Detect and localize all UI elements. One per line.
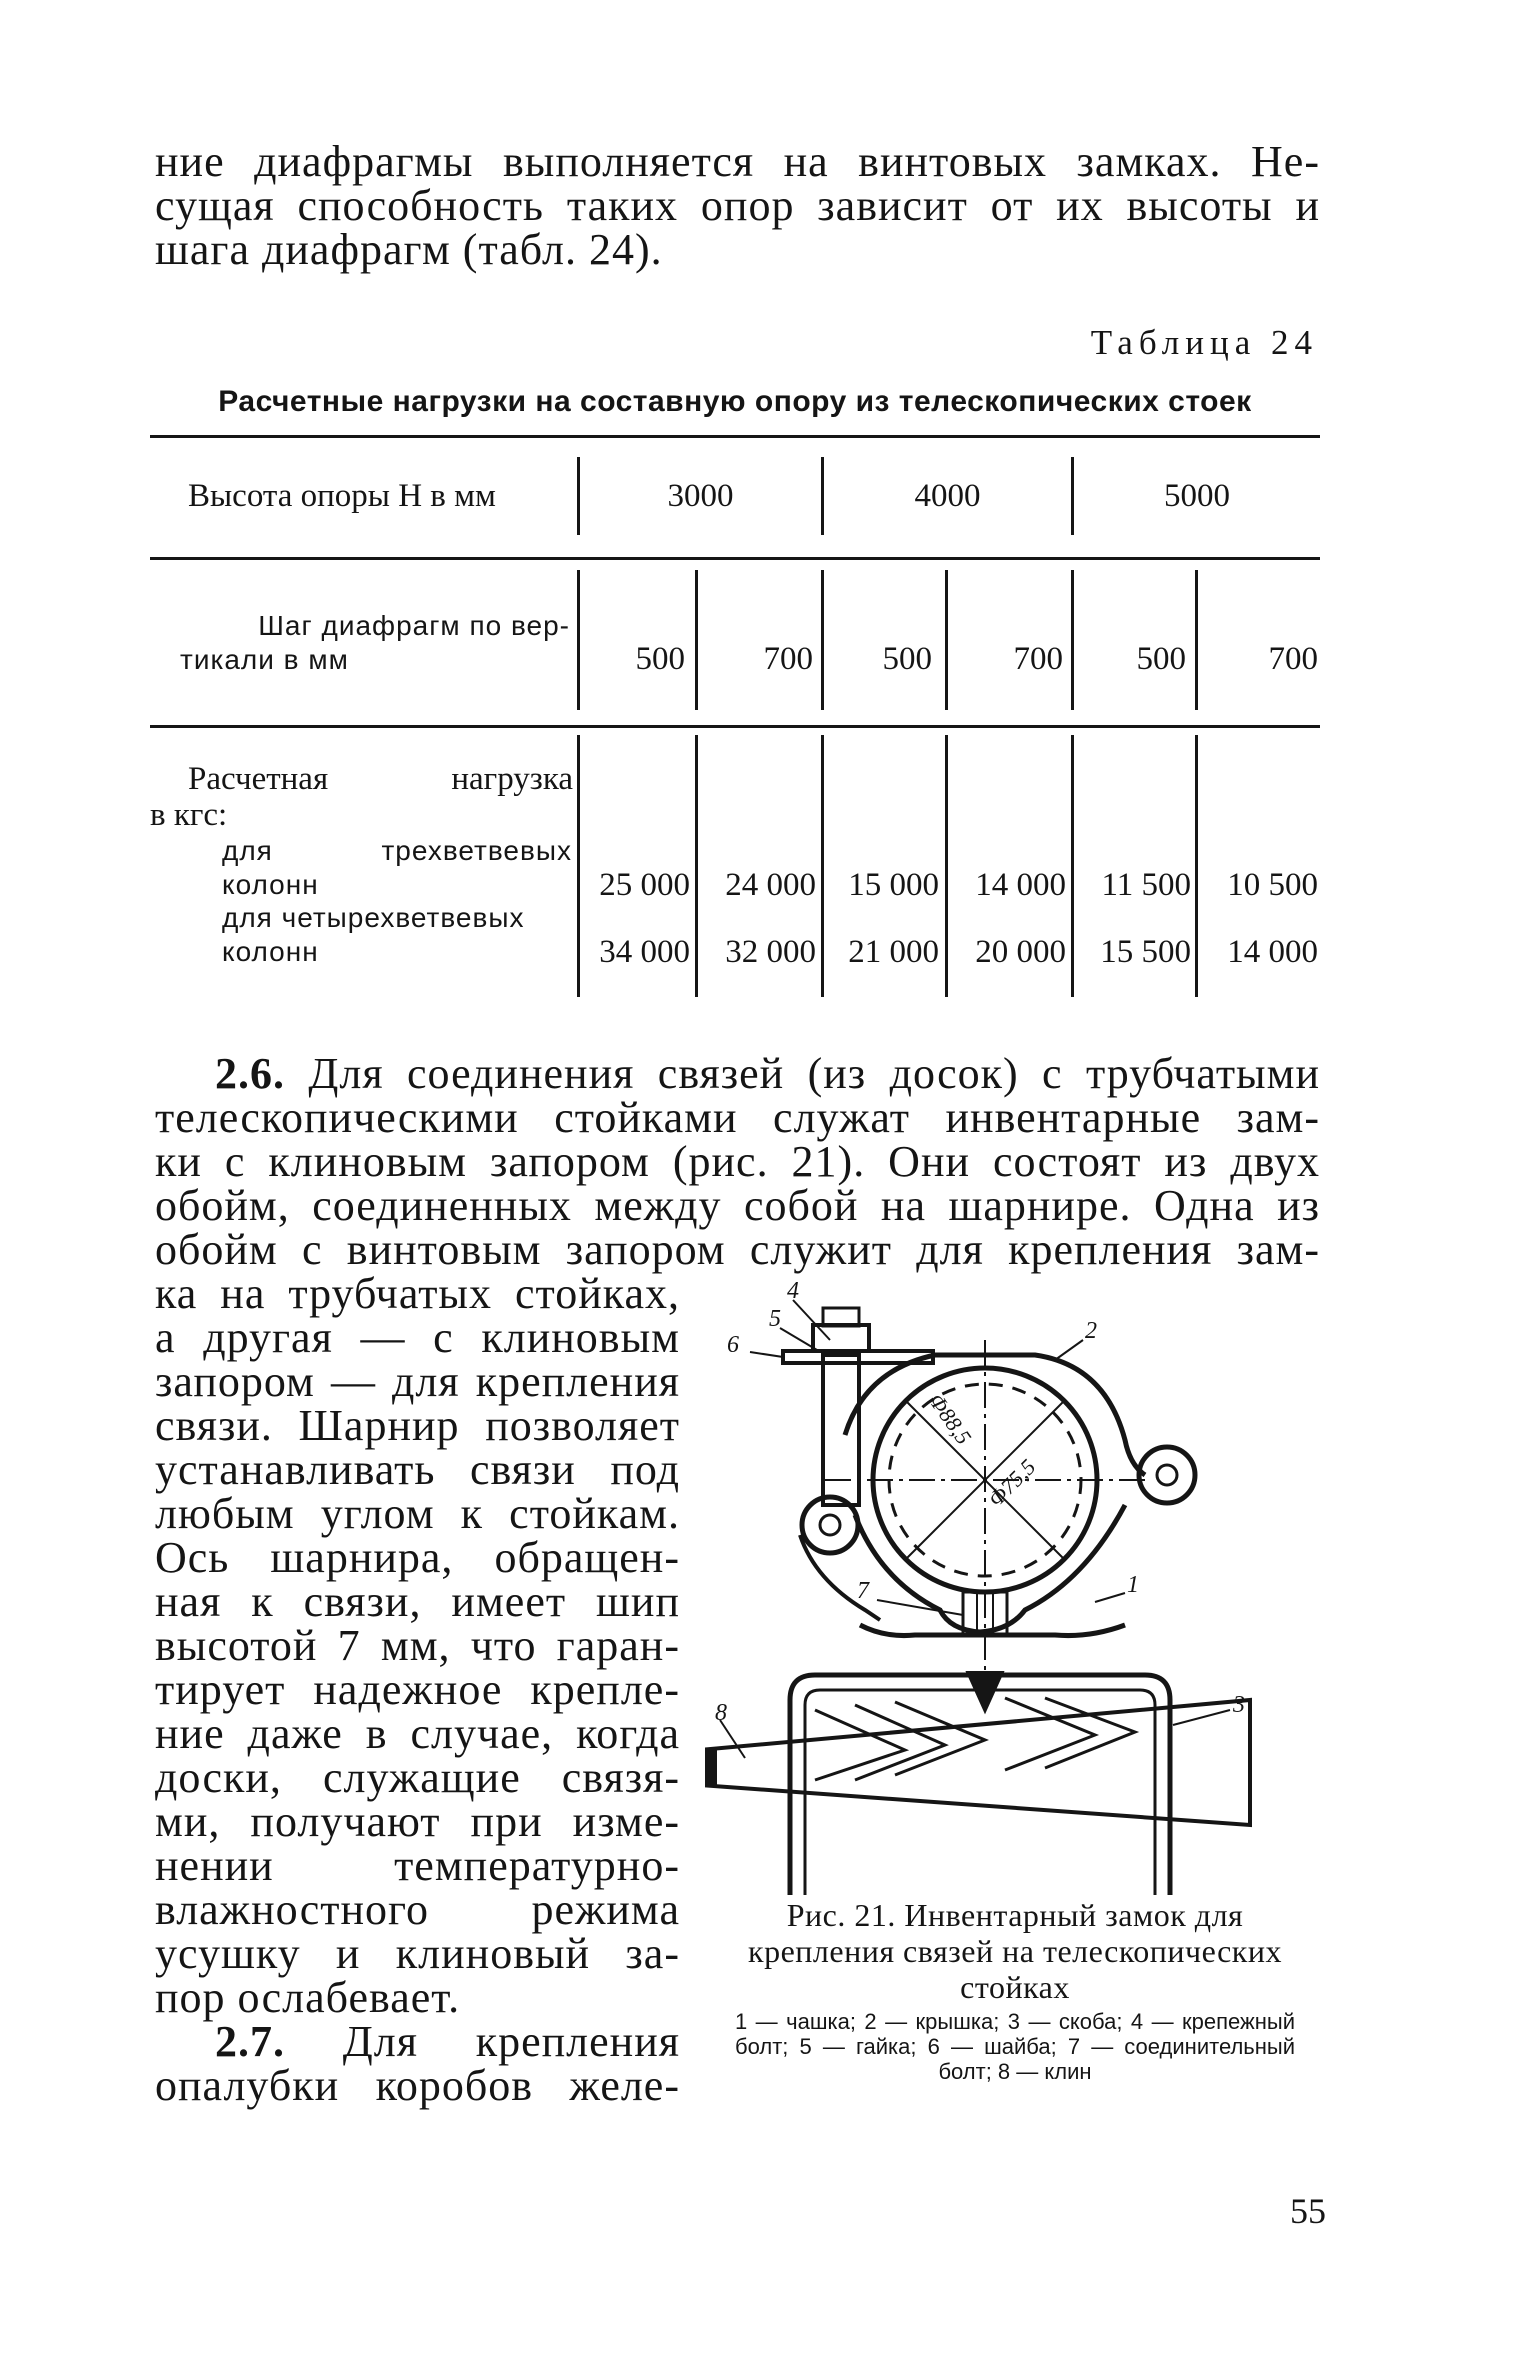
four-value: 21 000 bbox=[848, 934, 939, 970]
column-line: доски, служащие связя- bbox=[155, 1753, 680, 1802]
paragraph-line bbox=[155, 1049, 1320, 1098]
four-branch-label: колонн bbox=[222, 936, 319, 967]
label-7: 7 bbox=[857, 1578, 869, 1604]
bracket bbox=[790, 1675, 1170, 1895]
intro-line: сущая способность таких опор зависит от их высоты и bbox=[155, 181, 1320, 230]
column-line: усушку и клиновый за- bbox=[155, 1929, 680, 1978]
caption-title: Рис. 21. Инвентарный замок для крепления связей на телескопических стойках bbox=[748, 1897, 1282, 2005]
four-value: 32 000 bbox=[725, 934, 816, 970]
column-line: ние даже в случае, когда bbox=[155, 1709, 680, 1758]
three-value: 10 500 bbox=[1227, 867, 1318, 903]
four-value: 34 000 bbox=[599, 934, 690, 970]
intro-line: ние диафрагмы выполняется на винтовых замках. Не- bbox=[155, 137, 1320, 186]
paragraph-line: обойм с винтовым запором служит для крепления зам- bbox=[155, 1225, 1320, 1274]
three-branch-label: для трехветвевых bbox=[222, 835, 572, 866]
section-number: 2.6. bbox=[215, 1049, 285, 1098]
paragraph-line: ки с клиновым запором (рис. 21). Они состоят из двух bbox=[155, 1137, 1320, 1186]
dim-outer: Ф88,5 bbox=[923, 1388, 977, 1449]
step-label: Шаг диафрагм по вер- bbox=[258, 610, 570, 641]
paragraph-line: телескопическими стойками служат инвентарные зам- bbox=[155, 1093, 1320, 1142]
column-line: ми, получают при изме- bbox=[155, 1797, 680, 1846]
section-2-6 bbox=[155, 1049, 1320, 1274]
three-value: 11 500 bbox=[1101, 867, 1191, 903]
paragraph-text: Для крепления bbox=[342, 2017, 681, 2066]
label-1: 1 bbox=[1127, 1572, 1139, 1598]
section-2-7-line bbox=[155, 2017, 681, 2066]
label-3: 3 bbox=[1233, 1692, 1245, 1718]
nut bbox=[813, 1325, 869, 1351]
step-value: 700 bbox=[1013, 641, 1063, 677]
paragraph-text: Для соединения связей (из досок) с трубчатыми bbox=[308, 1049, 1320, 1098]
step-value: 700 bbox=[763, 641, 813, 677]
step-value: 500 bbox=[635, 641, 685, 677]
figure-caption bbox=[735, 1897, 1295, 2084]
four-value: 20 000 bbox=[975, 934, 1066, 970]
column-line: тирует надежное крепле- bbox=[155, 1665, 680, 1714]
four-value: 14 000 bbox=[1227, 934, 1318, 970]
dim-inner: Ф75,5 bbox=[982, 1454, 1041, 1512]
step-value: 700 bbox=[1268, 641, 1318, 677]
column-line: нении температурно- bbox=[155, 1841, 680, 1890]
label-4: 4 bbox=[787, 1280, 799, 1304]
section-number: 2.7. bbox=[215, 2017, 285, 2066]
height-value: 5000 bbox=[1164, 478, 1230, 514]
intro-line: шага диафрагм (табл. 24). bbox=[155, 225, 663, 274]
label-5: 5 bbox=[769, 1306, 781, 1332]
caption-legend: 1 — чашка; 2 — крышка; 3 — скоба; 4 — крепежный болт; 5 — гайка; 6 — шайба; 7 — соединительный болт; 8 — клин bbox=[735, 2009, 1295, 2084]
data-table bbox=[150, 435, 1320, 1005]
table-number: Таблица 24 bbox=[1090, 323, 1318, 362]
intro-paragraph bbox=[155, 137, 1320, 274]
column-line: ка на трубчатых стойках, bbox=[155, 1269, 680, 1318]
four-branch-label: для четырехветвевых bbox=[222, 902, 525, 933]
column-line: связи. Шарнир позволяет bbox=[155, 1401, 680, 1450]
page-number: 55 bbox=[1290, 2191, 1326, 2231]
height-value: 4000 bbox=[914, 478, 981, 514]
three-branch-label: колонн bbox=[222, 869, 319, 900]
cover bbox=[845, 1355, 1145, 1475]
three-value: 15 000 bbox=[848, 867, 939, 903]
column-line: Ось шарнира, обращен- bbox=[155, 1533, 680, 1582]
height-value: 3000 bbox=[667, 478, 734, 514]
column-line: запором — для крепления bbox=[155, 1357, 680, 1406]
table-title: Расчетные нагрузки на составную опору из телескопических стоек bbox=[218, 385, 1252, 418]
label-6: 6 bbox=[727, 1332, 739, 1358]
load-label: в кгс: bbox=[150, 797, 228, 833]
step-value: 500 bbox=[1136, 641, 1186, 677]
spike bbox=[967, 1672, 1003, 1712]
step-label: тикали в мм bbox=[180, 644, 349, 675]
label-8: 8 bbox=[715, 1700, 727, 1726]
section-2-6-column bbox=[155, 1269, 681, 2110]
fastening-bolt bbox=[823, 1355, 859, 1505]
table-rule bbox=[150, 557, 1320, 560]
column-line: высотой 7 мм, что гаран- bbox=[155, 1621, 680, 1670]
lock-diagram bbox=[705, 1280, 1325, 1900]
paragraph-line: обойм, соединенных между собой на шарнире. Одна из bbox=[155, 1181, 1320, 1230]
hinge-lug bbox=[1139, 1447, 1195, 1503]
step-value: 500 bbox=[882, 641, 932, 677]
column-line: любым углом к стойкам. bbox=[155, 1489, 680, 1538]
cup bbox=[855, 1505, 1125, 1632]
column-line: а другая — с клиновым bbox=[155, 1313, 680, 1362]
column-line: ная к связи, имеет шип bbox=[155, 1577, 680, 1626]
table-rule-top bbox=[150, 435, 1320, 438]
label-2: 2 bbox=[1085, 1318, 1097, 1344]
column-line: влажностного режима bbox=[155, 1885, 680, 1934]
three-value: 25 000 bbox=[599, 867, 690, 903]
table-rule bbox=[150, 725, 1320, 728]
three-value: 14 000 bbox=[975, 867, 1066, 903]
height-label: Высота опоры H в мм bbox=[188, 478, 496, 514]
column-line: устанавливать связи под bbox=[155, 1445, 680, 1494]
lock-drawing bbox=[705, 1300, 1250, 1895]
three-value: 24 000 bbox=[725, 867, 816, 903]
section-2-7-line: опалубки коробов желе- bbox=[155, 2061, 680, 2110]
four-value: 15 500 bbox=[1100, 934, 1191, 970]
column-line: пор ослабевает. bbox=[155, 1973, 461, 2022]
load-label: Расчетная нагрузка bbox=[188, 761, 573, 797]
